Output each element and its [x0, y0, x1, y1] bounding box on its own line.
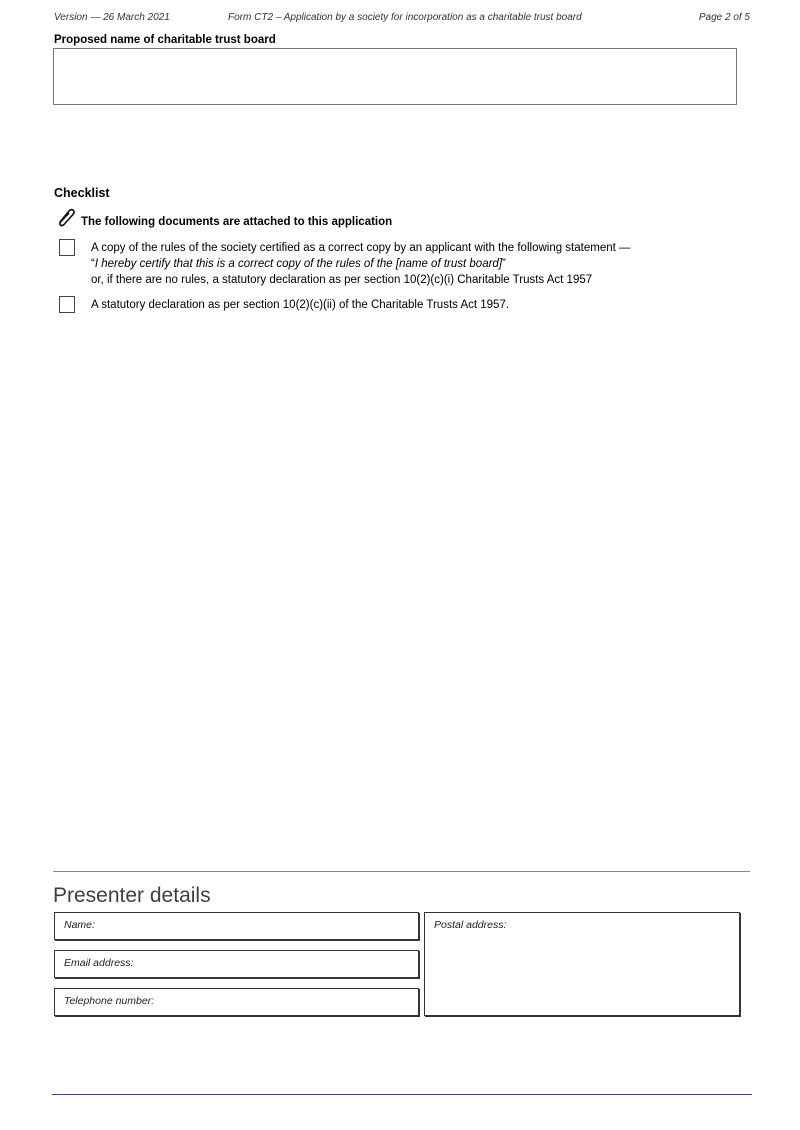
presenter-name-label: Name: [64, 919, 95, 931]
proposed-name-field[interactable] [53, 48, 737, 105]
checklist-item-rules [91, 240, 631, 288]
presenter-details-title: Presenter details [53, 884, 211, 907]
header-page-number: Page 2 of 5 [698, 12, 750, 23]
proposed-name-label: Proposed name of charitable trust board [54, 34, 276, 46]
checklist-item-rules-line1: A copy of the rules of the society certified as a correct copy by an applicant with the following statement — [91, 242, 631, 254]
presenter-phone-label: Telephone number: [64, 995, 155, 1007]
presenter-postal-address-field[interactable] [424, 912, 740, 1016]
checklist-item-rules-line3: or, if there are no rules, a statutory declaration as per section 10(2)(c)(i) Charitable Trusts Act 1957 [91, 274, 593, 286]
rules-copy-checkbox[interactable] [59, 239, 75, 256]
presenter-name-field[interactable] [54, 912, 419, 940]
header-version: Version — 26 March 2021 [54, 12, 170, 23]
checklist-item-rules-line2: “I hereby certify that this is a correct copy of the rules of the [name of trust board]” [91, 258, 506, 270]
section-divider [53, 871, 750, 872]
statutory-declaration-checkbox[interactable] [59, 296, 75, 313]
checklist-item-declaration: A statutory declaration as per section 10(2)(c)(ii) of the Charitable Trusts Act 1957. [91, 299, 510, 311]
checklist-title: Checklist [54, 186, 110, 200]
footer-divider [52, 1094, 752, 1095]
presenter-postal-label: Postal address: [434, 919, 507, 931]
documents-attached-heading: The following documents are attached to this application [81, 216, 393, 228]
header-form-title: Form CT2 – Application by a society for incorporation as a charitable trust board [228, 12, 582, 23]
presenter-phone-field[interactable] [54, 988, 419, 1016]
presenter-email-label: Email address: [64, 957, 134, 969]
paperclip-icon [54, 205, 76, 227]
presenter-email-field[interactable] [54, 950, 419, 978]
